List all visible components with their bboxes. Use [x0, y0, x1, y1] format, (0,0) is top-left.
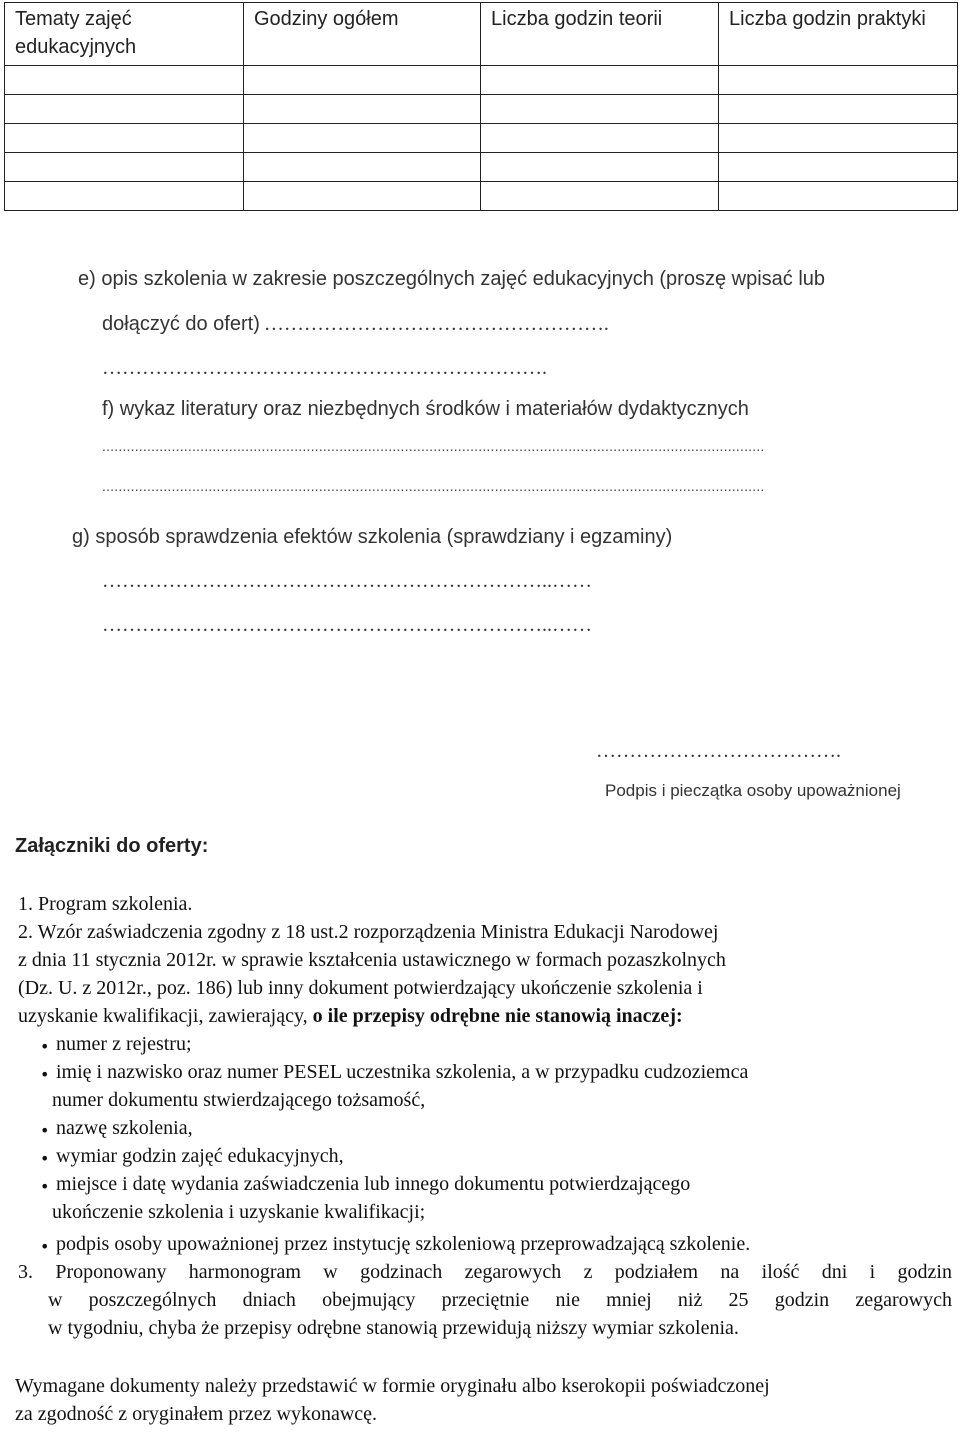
table-cell[interactable]	[481, 182, 719, 211]
col-header-theory-hours: Liczba godzin teorii	[481, 3, 719, 66]
attachment-item-3-line2: w poszczególnych dniach obejmujący przeciętnie nie mniej niż 25 godzin zegarowych	[48, 1289, 952, 1311]
table-cell[interactable]	[481, 153, 719, 182]
table-row	[5, 66, 958, 95]
bullet-item: nazwę szkolenia,	[56, 1117, 193, 1139]
attachments-title: Załączniki do oferty:	[15, 835, 209, 857]
attachment-item-2-line2: z dnia 11 stycznia 2012r. w sprawie kształcenia ustawicznego w formach pozaszkolnych	[18, 949, 726, 971]
table-cell[interactable]	[719, 95, 958, 124]
table-header-row	[5, 3, 958, 66]
bullet-item-continuation: numer dokumentu stwierdzającego tożsamość,	[52, 1089, 426, 1111]
bullet-icon: •	[40, 1037, 50, 1056]
bullet-item-continuation: ukończenie szkolenia i uzyskanie kwalifikacji;	[52, 1201, 426, 1223]
section-e-line1: e) opis szkolenia w zakresie poszczególnych zajęć edukacyjnych (proszę wpisać lub	[78, 268, 826, 290]
table-cell[interactable]	[244, 66, 481, 95]
attachment-item-3-line3: w tygodniu, chyba że przepisy odrębne stanowią przewidują niższy wymiar szkolenia.	[48, 1317, 739, 1339]
signature-dots: ……………………………….	[596, 740, 841, 762]
col-header-topics: Tematy zajęć edukacyjnych	[5, 3, 244, 66]
bullet-icon: •	[40, 1121, 50, 1140]
table-row	[5, 124, 958, 153]
table-cell[interactable]	[481, 66, 719, 95]
bullet-icon: •	[40, 1065, 50, 1084]
section-f-dots-line1: ..................................................................................................................................................................	[102, 438, 765, 454]
table-cell[interactable]	[5, 124, 244, 153]
section-e-line2	[102, 313, 609, 336]
table-cell[interactable]	[5, 66, 244, 95]
bullet-item: miejsce i datę wydania zaświadczenia lub innego dokumentu potwierdzającego	[56, 1173, 691, 1195]
bullet-icon: •	[40, 1237, 50, 1256]
table-cell[interactable]	[5, 95, 244, 124]
section-f-line: f) wykaz literatury oraz niezbędnych środków i materiałów dydaktycznych	[102, 398, 749, 420]
table-cell[interactable]	[244, 124, 481, 153]
section-e-label: dołączyć do ofert)	[102, 313, 260, 335]
table-cell[interactable]	[719, 182, 958, 211]
section-g-dots-line1: …………………………………………………………..……	[102, 570, 592, 592]
bullet-item: podpis osoby upoważnionej przez instytucję szkoleniową przeprowadzającą szkolenie.	[56, 1233, 751, 1255]
attachment-item-2-line1: 2. Wzór zaświadczenia zgodny z 18 ust.2 rozporządzenia Ministra Edukacji Narodowej	[18, 921, 719, 943]
bullet-icon: •	[40, 1177, 50, 1196]
table-row	[5, 95, 958, 124]
attachment-item-1: 1. Program szkolenia.	[18, 893, 193, 915]
table-cell[interactable]	[244, 153, 481, 182]
col-header-practice-hours: Liczba godzin praktyki	[719, 3, 958, 66]
section-e-dots: …………………………………………….	[263, 313, 609, 335]
bullet-item: numer z rejestru;	[56, 1033, 192, 1055]
table-cell[interactable]	[719, 124, 958, 153]
col-header-total-hours: Godziny ogółem	[244, 3, 481, 66]
attachment-item-2-line4-bold: o ile przepisy odrębne nie stanowią inaczej:	[312, 1005, 683, 1027]
bullet-item: wymiar godzin zajęć edukacyjnych,	[56, 1145, 344, 1167]
table-row	[5, 182, 958, 211]
signature-label: Podpis i pieczątka osoby upoważnionej	[605, 781, 901, 800]
attachment-item-3-line1: 3. Proponowany harmonogram w godzinach zegarowych z podziałem na ilość dni i godzin	[18, 1261, 952, 1283]
section-e-dots-line: ………………………………………………………….	[102, 357, 547, 379]
attachment-item-2-line4	[18, 1005, 683, 1028]
section-f-dots-line2: ..................................................................................................................................................................	[102, 478, 765, 494]
section-g-dots-line2: …………………………………………………………..……	[102, 614, 592, 636]
table-cell[interactable]	[5, 182, 244, 211]
table-cell[interactable]	[481, 124, 719, 153]
table-cell[interactable]	[5, 153, 244, 182]
attachment-item-2-line3: (Dz. U. z 2012r., poz. 186) lub inny dokument potwierdzający ukończenie szkolenia i	[18, 977, 703, 999]
footer-line2: za zgodność z oryginałem przez wykonawcę.	[15, 1403, 378, 1425]
table-cell[interactable]	[244, 95, 481, 124]
section-g-line: g) sposób sprawdzenia efektów szkolenia (sprawdziany i egzaminy)	[72, 526, 673, 548]
footer-line1: Wymagane dokumenty należy przedstawić w formie oryginału albo kserokopii poświadczonej	[15, 1375, 770, 1397]
table-cell[interactable]	[719, 153, 958, 182]
bullet-item: imię i nazwisko oraz numer PESEL uczestnika szkolenia, a w przypadku cudzoziemca	[56, 1061, 749, 1083]
table-row	[5, 153, 958, 182]
table-cell[interactable]	[719, 66, 958, 95]
bullet-icon: •	[40, 1149, 50, 1168]
table-cell[interactable]	[481, 95, 719, 124]
table-cell[interactable]	[244, 182, 481, 211]
training-hours-table	[4, 2, 958, 211]
attachment-item-2-line4-normal: uzyskanie kwalifikacji, zawierający,	[18, 1005, 313, 1027]
